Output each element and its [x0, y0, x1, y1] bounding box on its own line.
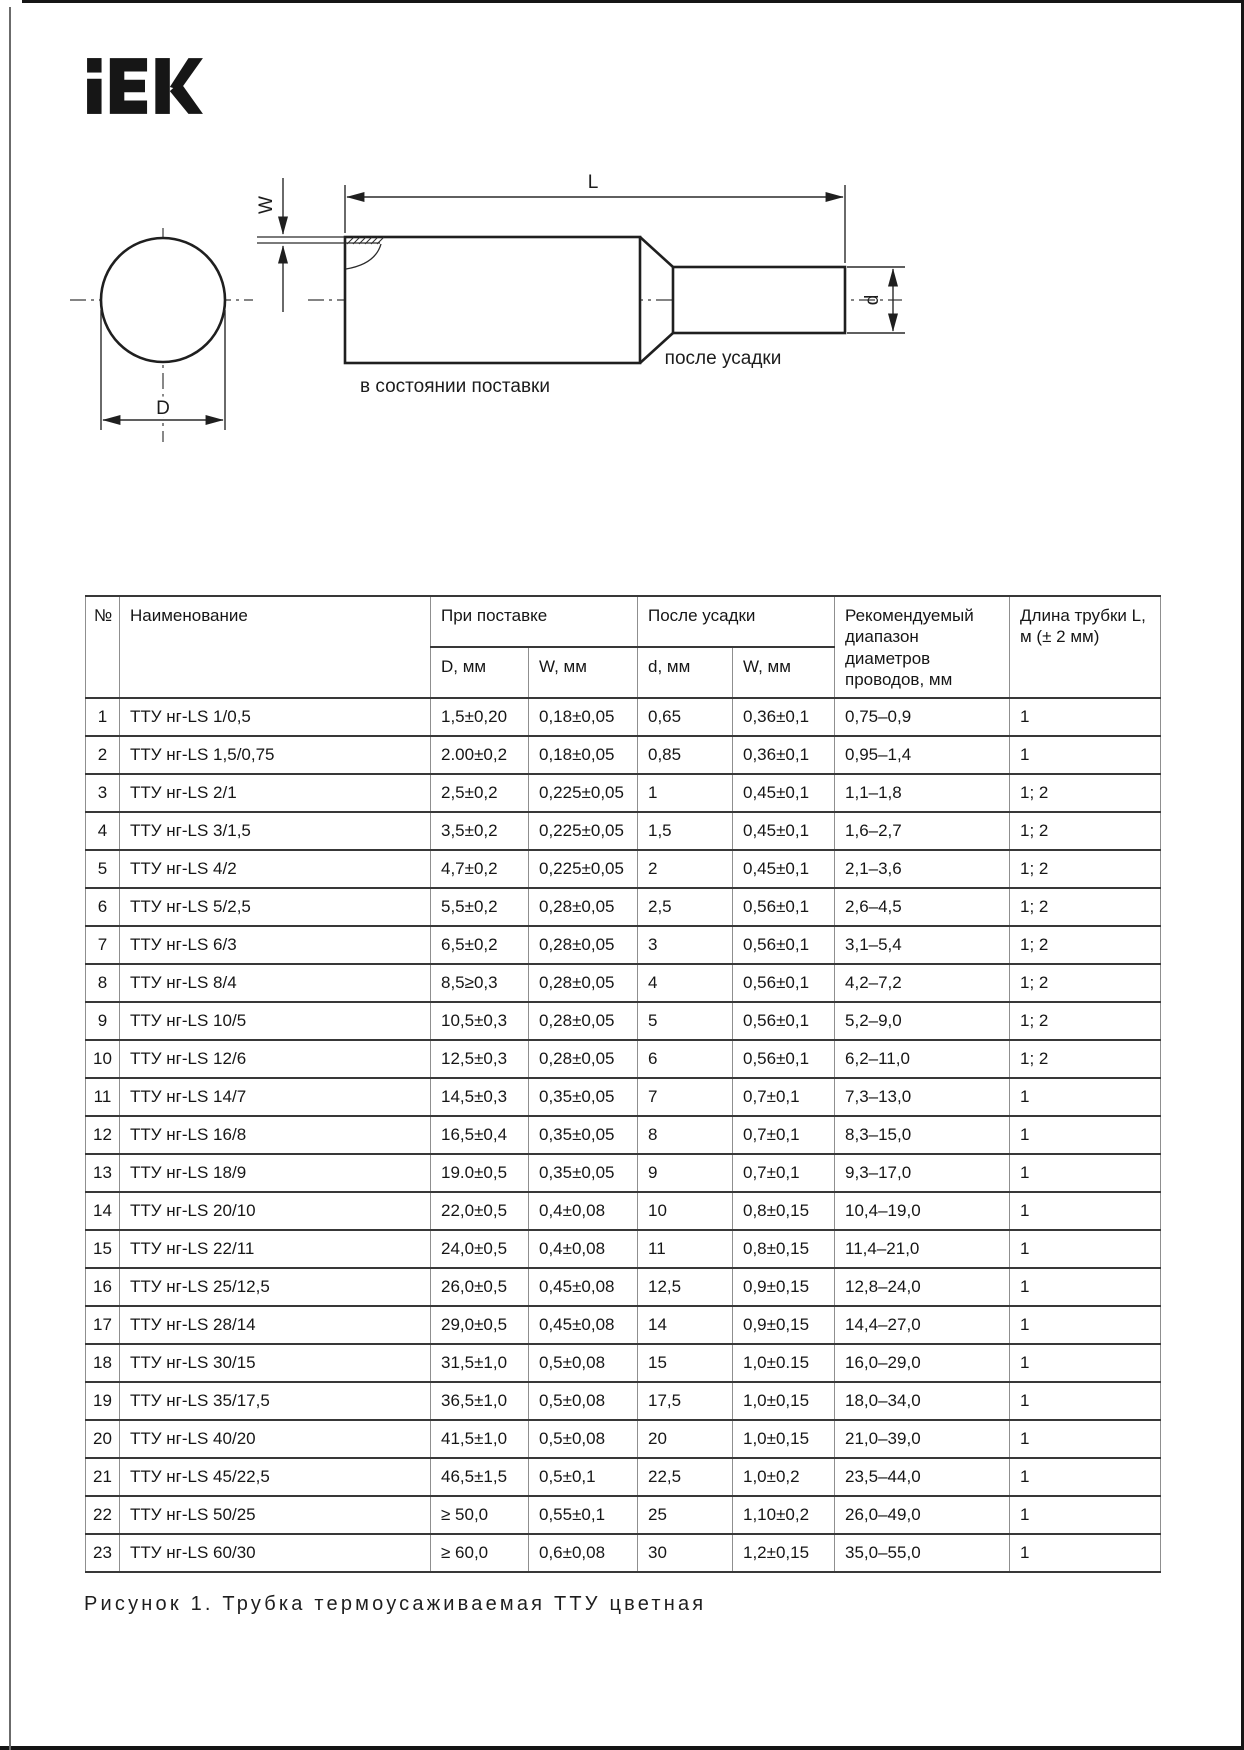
- table-cell: 0,225±0,05: [529, 774, 638, 812]
- table-cell: 0,6±0,08: [529, 1534, 638, 1572]
- table-cell: 22,5: [638, 1458, 733, 1496]
- header-row-groups: [86, 596, 1161, 647]
- table-cell: ТТУ нг-LS 40/20: [120, 1420, 431, 1458]
- table-cell: 3: [638, 926, 733, 964]
- technical-drawing: [0, 150, 1244, 480]
- table-cell: ТТУ нг-LS 2/1: [120, 774, 431, 812]
- table-cell: 23: [86, 1534, 120, 1572]
- table-cell: 0,5±0,1: [529, 1458, 638, 1496]
- table-cell: 0,45±0,1: [733, 812, 835, 850]
- table-cell: 0,7±0,1: [733, 1116, 835, 1154]
- col-header-W1-mm: W, мм: [529, 647, 638, 698]
- table-cell: 12: [86, 1116, 120, 1154]
- table-cell: ТТУ нг-LS 1/0,5: [120, 698, 431, 736]
- table-cell: 0,28±0,05: [529, 926, 638, 964]
- table-cell: 1,6–2,7: [835, 812, 1010, 850]
- table-row: [86, 1078, 1161, 1116]
- table-cell: 1: [1010, 1116, 1161, 1154]
- table-cell: ТТУ нг-LS 45/22,5: [120, 1458, 431, 1496]
- table-cell: 21: [86, 1458, 120, 1496]
- table-cell: 0,7±0,1: [733, 1078, 835, 1116]
- table-cell: ≥ 50,0: [431, 1496, 529, 1534]
- iek-logo: [87, 56, 203, 116]
- table-cell: 14: [86, 1192, 120, 1230]
- table-cell: ТТУ нг-LS 3/1,5: [120, 812, 431, 850]
- table-cell: 30: [638, 1534, 733, 1572]
- table-cell: 26,0–49,0: [835, 1496, 1010, 1534]
- table-cell: 0,65: [638, 698, 733, 736]
- table-row: [86, 812, 1161, 850]
- table-cell: 18: [86, 1344, 120, 1382]
- table-cell: 0,5±0,08: [529, 1344, 638, 1382]
- table-cell: 0,5±0,08: [529, 1420, 638, 1458]
- table-cell: 14,4–27,0: [835, 1306, 1010, 1344]
- table-cell: 8,3–15,0: [835, 1116, 1010, 1154]
- table-row: [86, 964, 1161, 1002]
- table-cell: 29,0±0,5: [431, 1306, 529, 1344]
- table-cell: 0,45±0,08: [529, 1268, 638, 1306]
- table-cell: 0,75–0,9: [835, 698, 1010, 736]
- table-cell: 3,1–5,4: [835, 926, 1010, 964]
- table-cell: ТТУ нг-LS 8/4: [120, 964, 431, 1002]
- table-row: [86, 1420, 1161, 1458]
- table-cell: 1; 2: [1010, 1040, 1161, 1078]
- table-cell: 0,56±0,1: [733, 926, 835, 964]
- table-cell: 2,1–3,6: [835, 850, 1010, 888]
- table-cell: 1: [1010, 1420, 1161, 1458]
- table-cell: ТТУ нг-LS 25/12,5: [120, 1268, 431, 1306]
- table-cell: 31,5±1,0: [431, 1344, 529, 1382]
- table-cell: 11: [86, 1078, 120, 1116]
- taper-top: [640, 237, 673, 267]
- table-cell: 1: [1010, 1344, 1161, 1382]
- table-cell: 13: [86, 1154, 120, 1192]
- col-header-W2-mm: W, мм: [733, 647, 835, 698]
- table-cell: 2.00±0,2: [431, 736, 529, 774]
- table-cell: ≥ 60,0: [431, 1534, 529, 1572]
- table-cell: 1: [1010, 1078, 1161, 1116]
- table-cell: 1: [1010, 1154, 1161, 1192]
- dim-label-big-d: D: [156, 398, 170, 419]
- table-cell: 2,6–4,5: [835, 888, 1010, 926]
- table-cell: 1: [1010, 736, 1161, 774]
- table-cell: 46,5±1,5: [431, 1458, 529, 1496]
- table-cell: 12,5: [638, 1268, 733, 1306]
- table-row: [86, 1268, 1161, 1306]
- table-cell: 1,0±0,2: [733, 1458, 835, 1496]
- table-cell: 11,4–21,0: [835, 1230, 1010, 1268]
- table-cell: 20: [86, 1420, 120, 1458]
- table-cell: 0,28±0,05: [529, 964, 638, 1002]
- table-cell: 0,8±0,15: [733, 1192, 835, 1230]
- table-row: [86, 1192, 1161, 1230]
- table-cell: 41,5±1,0: [431, 1420, 529, 1458]
- figure-caption: Рисунок 1. Трубка термоусаживаемая ТТУ цветная: [84, 1593, 707, 1615]
- table-cell: 1: [1010, 1496, 1161, 1534]
- table-cell: 0,9±0,15: [733, 1306, 835, 1344]
- table-cell: ТТУ нг-LS 6/3: [120, 926, 431, 964]
- tube-end-view: [101, 238, 225, 362]
- table-cell: 0,4±0,08: [529, 1192, 638, 1230]
- label-supplied-state: в состоянии поставки: [360, 376, 550, 397]
- table-cell: 1; 2: [1010, 964, 1161, 1002]
- scan-edge-bottom: [0, 1746, 1244, 1750]
- table-cell: 0,28±0,05: [529, 1002, 638, 1040]
- table-cell: 35,0–55,0: [835, 1534, 1010, 1572]
- table-cell: 1: [1010, 1268, 1161, 1306]
- table-row: [86, 888, 1161, 926]
- table-cell: 14: [638, 1306, 733, 1344]
- table-cell: 1: [86, 698, 120, 736]
- table-cell: 12,5±0,3: [431, 1040, 529, 1078]
- table-cell: 5,2–9,0: [835, 1002, 1010, 1040]
- table-row: [86, 1230, 1161, 1268]
- table-cell: 0,35±0,05: [529, 1154, 638, 1192]
- table-cell: 16: [86, 1268, 120, 1306]
- table-cell: 8,5≥0,3: [431, 964, 529, 1002]
- table-cell: 0,55±0,1: [529, 1496, 638, 1534]
- table-cell: 10: [86, 1040, 120, 1078]
- table-cell: 0,4±0,08: [529, 1230, 638, 1268]
- table-cell: 0,225±0,05: [529, 850, 638, 888]
- table-row: [86, 698, 1161, 736]
- table-cell: 3: [86, 774, 120, 812]
- table-cell: 1; 2: [1010, 850, 1161, 888]
- table-cell: 0,56±0,1: [733, 888, 835, 926]
- table-cell: ТТУ нг-LS 14/7: [120, 1078, 431, 1116]
- table-cell: ТТУ нг-LS 50/25: [120, 1496, 431, 1534]
- table-cell: 1: [1010, 1306, 1161, 1344]
- table-cell: 0,45±0,08: [529, 1306, 638, 1344]
- table-cell: 0,45±0,1: [733, 850, 835, 888]
- table-cell: 0,18±0,05: [529, 736, 638, 774]
- table-cell: 1: [1010, 1192, 1161, 1230]
- col-group-after-shrink: После усадки: [638, 596, 835, 647]
- table-cell: 19: [86, 1382, 120, 1420]
- table-row: [86, 774, 1161, 812]
- table-cell: 25: [638, 1496, 733, 1534]
- col-header-num: №: [86, 596, 120, 698]
- table-cell: 7: [638, 1078, 733, 1116]
- table-cell: 16,0–29,0: [835, 1344, 1010, 1382]
- table-cell: 21,0–39,0: [835, 1420, 1010, 1458]
- table-cell: 26,0±0,5: [431, 1268, 529, 1306]
- dim-label-small-d: d: [862, 294, 883, 306]
- table-cell: ТТУ нг-LS 28/14: [120, 1306, 431, 1344]
- table-cell: ТТУ нг-LS 30/15: [120, 1344, 431, 1382]
- col-header-D-mm: D, мм: [431, 647, 529, 698]
- table-cell: 2: [638, 850, 733, 888]
- table-cell: 0,28±0,05: [529, 1040, 638, 1078]
- table-cell: 9: [86, 1002, 120, 1040]
- table-cell: 1,5: [638, 812, 733, 850]
- table-cell: ТТУ нг-LS 16/8: [120, 1116, 431, 1154]
- table-cell: 36,5±1,0: [431, 1382, 529, 1420]
- table-cell: 10,5±0,3: [431, 1002, 529, 1040]
- table-cell: 15: [638, 1344, 733, 1382]
- table-cell: 6,5±0,2: [431, 926, 529, 964]
- table-cell: 0,35±0,05: [529, 1078, 638, 1116]
- table-cell: 8: [638, 1116, 733, 1154]
- table-row: [86, 1534, 1161, 1572]
- table-cell: 14,5±0,3: [431, 1078, 529, 1116]
- table-cell: 0,18±0,05: [529, 698, 638, 736]
- tube-body-supplied: [345, 237, 640, 363]
- table-cell: 2,5: [638, 888, 733, 926]
- table-row: [86, 926, 1161, 964]
- table-cell: 12,8–24,0: [835, 1268, 1010, 1306]
- table-cell: 11: [638, 1230, 733, 1268]
- table-cell: 0,5±0,08: [529, 1382, 638, 1420]
- table-cell: 10,4–19,0: [835, 1192, 1010, 1230]
- table-cell: ТТУ нг-LS 10/5: [120, 1002, 431, 1040]
- table-cell: ТТУ нг-LS 4/2: [120, 850, 431, 888]
- table-cell: 10: [638, 1192, 733, 1230]
- col-header-d-mm: d, мм: [638, 647, 733, 698]
- spec-table: [85, 595, 1161, 1573]
- table-cell: 1,0±0.15: [733, 1344, 835, 1382]
- table-cell: 1: [1010, 1230, 1161, 1268]
- table-cell: 23,5–44,0: [835, 1458, 1010, 1496]
- table-cell: 2,5±0,2: [431, 774, 529, 812]
- table-cell: 0,28±0,05: [529, 888, 638, 926]
- spec-table-body: [86, 698, 1161, 1572]
- table-cell: 0,225±0,05: [529, 812, 638, 850]
- table-cell: 15: [86, 1230, 120, 1268]
- table-cell: 1: [1010, 1534, 1161, 1572]
- table-row: [86, 1154, 1161, 1192]
- table-cell: 1; 2: [1010, 888, 1161, 926]
- table-cell: 1: [1010, 1382, 1161, 1420]
- table-cell: 17: [86, 1306, 120, 1344]
- table-cell: 2: [86, 736, 120, 774]
- table-cell: 4: [86, 812, 120, 850]
- table-cell: 1: [1010, 698, 1161, 736]
- table-row: [86, 1496, 1161, 1534]
- dim-label-l: L: [587, 172, 599, 193]
- scan-edge-top: [22, 0, 1244, 3]
- table-cell: 5: [86, 850, 120, 888]
- table-cell: 0,85: [638, 736, 733, 774]
- table-cell: 6: [86, 888, 120, 926]
- col-header-range: Рекомендуемый диапазон диаметров проводов, мм: [835, 596, 1010, 698]
- table-cell: 6: [638, 1040, 733, 1078]
- table-row: [86, 1002, 1161, 1040]
- table-row: [86, 1382, 1161, 1420]
- table-cell: 1,5±0,20: [431, 698, 529, 736]
- table-cell: 1: [1010, 1458, 1161, 1496]
- table-cell: 17,5: [638, 1382, 733, 1420]
- table-cell: 4: [638, 964, 733, 1002]
- table-cell: 1; 2: [1010, 926, 1161, 964]
- table-cell: 0,35±0,05: [529, 1116, 638, 1154]
- table-cell: 19.0±0,5: [431, 1154, 529, 1192]
- table-cell: 22,0±0,5: [431, 1192, 529, 1230]
- table-row: [86, 1306, 1161, 1344]
- label-shrunk-state: после усадки: [664, 348, 782, 369]
- table-cell: 9,3–17,0: [835, 1154, 1010, 1192]
- table-cell: 1,2±0,15: [733, 1534, 835, 1572]
- table-cell: 4,7±0,2: [431, 850, 529, 888]
- table-cell: 1,10±0,2: [733, 1496, 835, 1534]
- table-cell: 0,36±0,1: [733, 736, 835, 774]
- table-cell: 3,5±0,2: [431, 812, 529, 850]
- table-cell: 9: [638, 1154, 733, 1192]
- spec-table-head: [86, 596, 1161, 698]
- table-cell: 1; 2: [1010, 774, 1161, 812]
- table-cell: 0,56±0,1: [733, 964, 835, 1002]
- table-row: [86, 850, 1161, 888]
- table-cell: 1; 2: [1010, 1002, 1161, 1040]
- table-row: [86, 1344, 1161, 1382]
- table-cell: ТТУ нг-LS 35/17,5: [120, 1382, 431, 1420]
- table-row: [86, 1040, 1161, 1078]
- table-cell: ТТУ нг-LS 60/30: [120, 1534, 431, 1572]
- col-group-at-delivery: При поставке: [431, 596, 638, 647]
- table-cell: 0,95–1,4: [835, 736, 1010, 774]
- table-cell: 1,0±0,15: [733, 1382, 835, 1420]
- table-cell: 0,8±0,15: [733, 1230, 835, 1268]
- table-cell: ТТУ нг-LS 5/2,5: [120, 888, 431, 926]
- table-cell: 0,56±0,1: [733, 1002, 835, 1040]
- table-cell: 5: [638, 1002, 733, 1040]
- table-row: [86, 1116, 1161, 1154]
- table-cell: 1,1–1,8: [835, 774, 1010, 812]
- table-cell: 1: [638, 774, 733, 812]
- table-cell: 24,0±0,5: [431, 1230, 529, 1268]
- table-cell: 0,9±0,15: [733, 1268, 835, 1306]
- table-cell: 0,7±0,1: [733, 1154, 835, 1192]
- table-cell: 1; 2: [1010, 812, 1161, 850]
- table-cell: 1,0±0,15: [733, 1420, 835, 1458]
- table-cell: 6,2–11,0: [835, 1040, 1010, 1078]
- table-cell: ТТУ нг-LS 1,5/0,75: [120, 736, 431, 774]
- table-cell: ТТУ нг-LS 12/6: [120, 1040, 431, 1078]
- col-header-name: Наименование: [120, 596, 431, 698]
- table-cell: 22: [86, 1496, 120, 1534]
- table-cell: 0,45±0,1: [733, 774, 835, 812]
- table-cell: 16,5±0,4: [431, 1116, 529, 1154]
- col-header-length: Длина трубки L, м (± 2 мм): [1010, 596, 1161, 698]
- table-row: [86, 1458, 1161, 1496]
- tube-body-shrunk: [673, 267, 845, 333]
- table-cell: ТТУ нг-LS 20/10: [120, 1192, 431, 1230]
- dim-label-w: W: [256, 196, 277, 214]
- table-cell: ТТУ нг-LS 22/11: [120, 1230, 431, 1268]
- table-cell: 7: [86, 926, 120, 964]
- table-cell: 0,56±0,1: [733, 1040, 835, 1078]
- table-cell: 5,5±0,2: [431, 888, 529, 926]
- table-cell: 0,36±0,1: [733, 698, 835, 736]
- table-row: [86, 736, 1161, 774]
- table-cell: 18,0–34,0: [835, 1382, 1010, 1420]
- table-cell: 4,2–7,2: [835, 964, 1010, 1002]
- table-cell: 7,3–13,0: [835, 1078, 1010, 1116]
- table-cell: 20: [638, 1420, 733, 1458]
- table-cell: 8: [86, 964, 120, 1002]
- table-cell: ТТУ нг-LS 18/9: [120, 1154, 431, 1192]
